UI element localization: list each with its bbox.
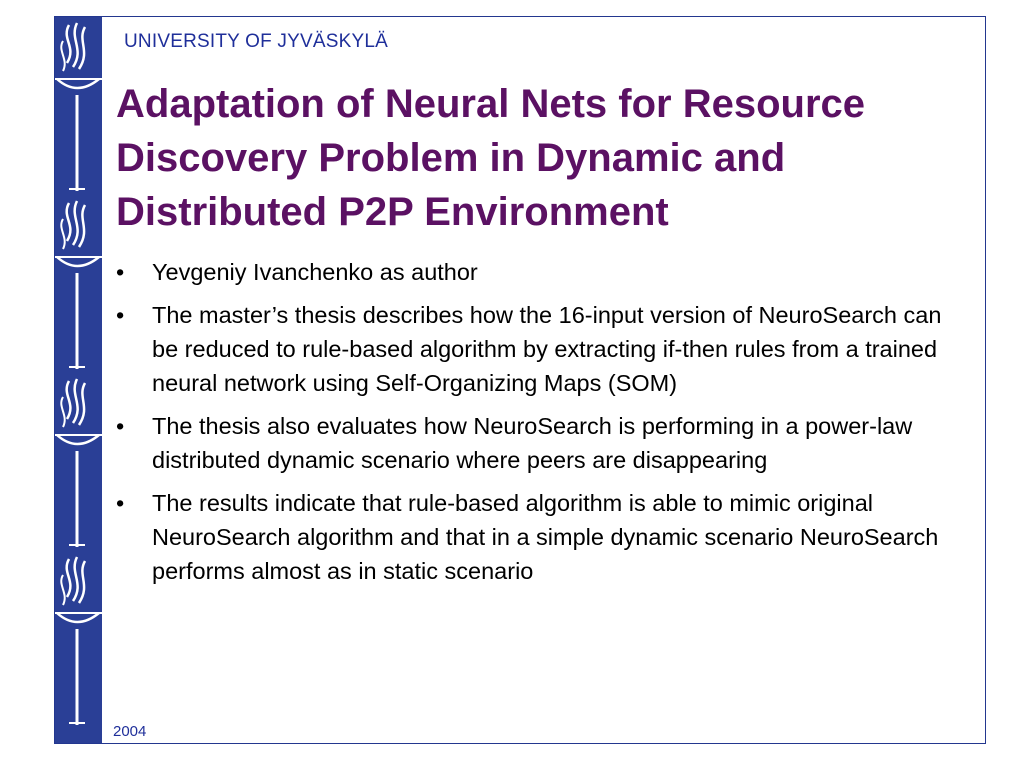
list-item — [116, 409, 956, 477]
bullet-icon: • — [116, 413, 125, 439]
bullet-text: Yevgeniy Ivanchenko as author — [152, 259, 478, 285]
bullet-text: The results indicate that rule-based algorithm is able to mimic original NeuroSearch algorithm and that in a simple dynamic scenario NeuroSearch performs almost as in static scenario — [152, 490, 939, 584]
bullet-text: The master’s thesis describes how the 16-input version of NeuroSearch can be reduced to rule-based algorithm by extracting if-then rules from a trained neural network using Self-Organizing Maps (SOM) — [152, 302, 942, 396]
bullet-icon: • — [116, 490, 125, 516]
sidebar-torch-emblem-icon — [55, 17, 102, 743]
bullet-text: The thesis also evaluates how NeuroSearch is performing in a power-law distributed dynamic scenario where peers are disappearing — [152, 413, 913, 473]
footer-year: 2004 — [113, 723, 147, 740]
slide-title: Adaptation of Neural Nets for Resource Discovery Problem in Dynamic and Distributed P2P Environment — [116, 82, 866, 234]
bullet-icon: • — [116, 259, 125, 285]
bullet-list — [116, 255, 956, 597]
list-item — [116, 298, 956, 400]
list-item — [116, 255, 956, 289]
university-name: UNIVERSITY OF JYVÄSKYLÄ — [124, 31, 388, 52]
list-item — [116, 486, 956, 588]
bullet-icon: • — [116, 302, 125, 328]
slide — [54, 16, 986, 744]
